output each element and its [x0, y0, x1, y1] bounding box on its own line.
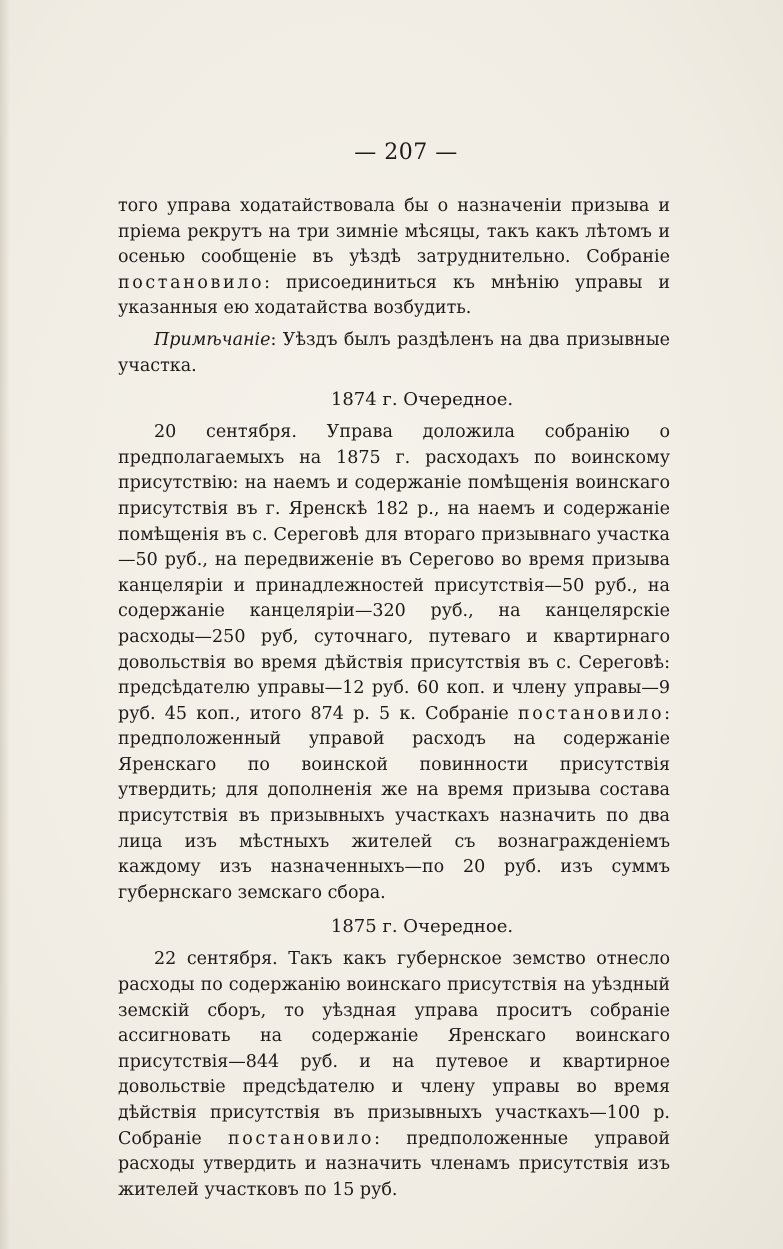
paragraph-1874-session: [118, 420, 670, 906]
resolution-word: постановило: [118, 272, 265, 293]
note-label: Примѣчаніе: [154, 329, 271, 350]
paragraph-text: : предположенные управой расходы утвердить и назначить членамъ присутствія изъ жителей участковъ по 15 руб.: [118, 1128, 670, 1200]
page-edge-shadow: [0, 0, 10, 1249]
resolution-word: постановило: [227, 1128, 375, 1149]
resolution-word: постановило: [518, 703, 665, 724]
page-number: — 207 —: [354, 140, 458, 165]
paragraph-text: : предположенный управой расходъ на содержаніе Яренскаго по воинской повинности присутствія утвердить; для дополненія же на время призыва состава присутствія въ призывныхъ участкахъ назначить по два лица изъ мѣстныхъ жителей съ вознагражденіемъ каждому изъ назначенныхъ—по 20 руб. изъ суммъ губернскаго земскаго сбора.: [118, 703, 670, 903]
paragraph-recruitment-petition: [118, 194, 670, 322]
section-heading-1874: 1874 г. Очередное.: [330, 389, 514, 411]
paragraph-1875-session: [118, 947, 670, 1203]
paragraph-text: 22 сентября. Такъ какъ губернское земство отнесло расходы по содержанію воинскаго присутствія на уѣздный земскій сборъ, то уѣздная управа проситъ собраніе ассигновать на содержаніе Яренскаго воинскаго присутствія—844 руб. и на путевое и квартирное довольствіе предсѣдателю и члену управы во время дѣйствія присутствія въ призывныхъ участкахъ—100 р. Собраніе: [118, 949, 670, 1149]
paragraph-note: [118, 328, 670, 379]
paragraph-text: того управа ходатайствовала бы о назначеніи призыва и пріема рекрутъ на три зимніе мѣсяцы, такъ какъ лѣтомъ и осенью сообщеніе въ уѣздѣ затруднительно. Собраніе: [118, 196, 670, 268]
paragraph-text: : присоединиться къ мнѣнію управы и указанныя ею ходатайства возбудить.: [118, 272, 670, 319]
paragraph-text: 20 сентября. Управа доложила собранію о предполагаемыхъ на 1875 г. расходахъ по воинскому присутствію: на наемъ и содержаніе помѣщенія воинскаго присутствія въ г. Яренскѣ 182 р., на наемъ и содержаніе помѣщенія въ с. Сереговѣ для втораго призывнаго участка—50 руб., на передвиженіе въ Серегово во время призыва канцеляріи и принадлежностей присутствія—50 руб., на содержаніе канцеляріи—320 руб., на канцелярскіе расходы—250 руб, суточнаго, путеваго и квартирнаго довольствія во время дѣйствія присутствія въ с. Сереговѣ: предсѣдателю управы—12 руб. 60 коп. и члену управы—9 руб. 45 коп., итого 874 р. 5 к. Собраніе: [118, 422, 670, 724]
note-text: : Уѣздъ былъ раздѣленъ на два призывные участка.: [118, 329, 670, 376]
section-heading-1875: 1875 г. Очередное.: [330, 916, 514, 938]
page-text-block: [118, 138, 670, 1203]
